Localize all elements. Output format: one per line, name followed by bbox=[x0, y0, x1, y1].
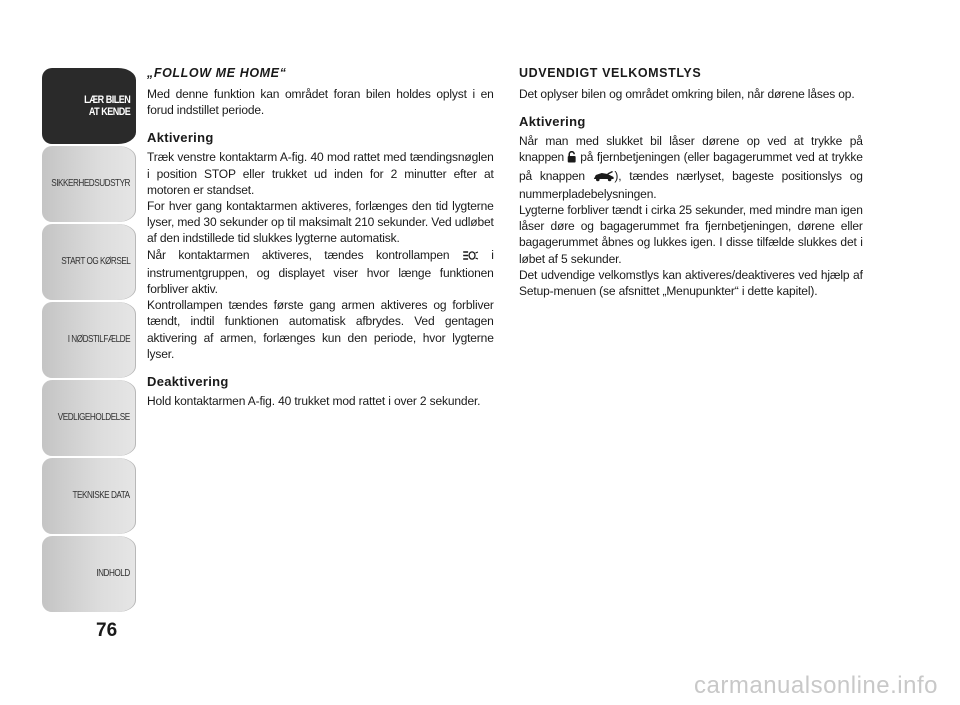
tab-label: I NØDSTILFÆLDE bbox=[67, 334, 130, 345]
section-title: UDVENDIGT VELKOMSTLYS bbox=[519, 66, 702, 80]
tab-label: VEDLIGEHOLDELSE bbox=[58, 412, 130, 423]
watermark: carmanualsonline.info bbox=[694, 672, 938, 699]
activation-text: Træk venstre kontaktarm A-fig. 40 mod rattet med tændingsnøglen i position STOP eller trukket ud inden for 2 minutter efter at motoren er standset. bbox=[147, 150, 494, 197]
tab-sikkerhedsudstyr[interactable] bbox=[42, 146, 136, 222]
tab-vedligeholdelse[interactable] bbox=[42, 380, 136, 456]
activation-text bbox=[147, 247, 494, 298]
tab-tekniske-data[interactable] bbox=[42, 458, 136, 534]
text-fragment: Når man med slukket bil låser dørene op ved at trykke på knappen bbox=[519, 134, 863, 165]
tab-label: TEKNISKE DATA bbox=[72, 490, 130, 501]
activation-text: Lygterne forbliver tændt i cirka 25 sekunder, med mindre man igen låser døre og bagagerummet fra fjernbetjeningen, dørene eller bagagerummet åbnes og lukkes igen. I disse tilfælde slukkes det i løbet af 5 sekunder. bbox=[519, 203, 863, 266]
text-fragment: ), tændes nærlyset, bageste positionslys og nummerpladebelysningen. bbox=[519, 168, 863, 201]
text-fragment: i instrumentgruppen, og displayet viser hvor længe funktionen forbliver aktiv. bbox=[147, 247, 494, 297]
tab-indhold[interactable] bbox=[42, 536, 136, 612]
intro-text: Det oplyser bilen og området omkring bilen, når dørene låses op. bbox=[519, 87, 855, 101]
car-trunk-icon bbox=[593, 170, 615, 186]
activation-text: For hver gang kontaktarmen aktiveres, forlænges den tid lygterne lyser, med 30 sekunder op til maksimalt 210 sekunder. Ved udløbet af den indstillede tid slukkes lygterne automatisk. bbox=[147, 199, 494, 246]
deactivation-heading: Deaktivering bbox=[147, 374, 229, 390]
page-number: 76 bbox=[96, 620, 118, 641]
tab-laer-bilen-at-kende[interactable] bbox=[42, 68, 136, 144]
tab-label: START OG KØRSEL bbox=[60, 256, 130, 267]
follow-me-home-lamp-icon bbox=[462, 249, 479, 265]
chapter-tabs bbox=[42, 68, 136, 614]
intro-text: Med denne funktion kan området foran bilen holdes oplyst i en forud indstillet periode. bbox=[147, 87, 494, 118]
activation-heading: Aktivering bbox=[147, 130, 214, 146]
activation-heading: Aktivering bbox=[519, 114, 586, 130]
text-fragment: på fjernbetjeningen (eller bagagerummet ved at trykke på knappen bbox=[519, 150, 863, 183]
tab-i-noedstilfaelde[interactable] bbox=[42, 302, 136, 378]
activation-text: Det udvendige velkomstlys kan aktiveres/deaktiveres ved hjælp af Setup-menuen (se afsnittet „Menupunkter“ i dette kapitel). bbox=[519, 267, 863, 299]
tab-label: INDHOLD bbox=[96, 568, 130, 579]
activation-text: Kontrollampen tændes første gang armen aktiveres og forbliver tændt, indtil funktionen automatisk afbrydes. Ved gentagen aktivering af armen, forlænges kun den periode, hvor lygterne lyser. bbox=[147, 298, 494, 361]
tab-label: LÆR BILEN AT KENDE bbox=[83, 94, 130, 118]
velkomstlys-section bbox=[519, 66, 868, 299]
follow-me-home-section bbox=[147, 66, 499, 409]
activation-text bbox=[519, 133, 863, 202]
text-fragment: Når kontaktarmen aktiveres, tændes kontrollampen bbox=[147, 247, 462, 262]
section-title: „FOLLOW ME HOME“ bbox=[147, 66, 287, 80]
deactivation-text: Hold kontaktarmen A-fig. 40 trukket mod rattet i over 2 sekunder. bbox=[147, 394, 481, 409]
tab-start-og-koersel[interactable] bbox=[42, 224, 136, 300]
tab-label: SIKKERHEDSUDSTYR bbox=[51, 178, 130, 189]
